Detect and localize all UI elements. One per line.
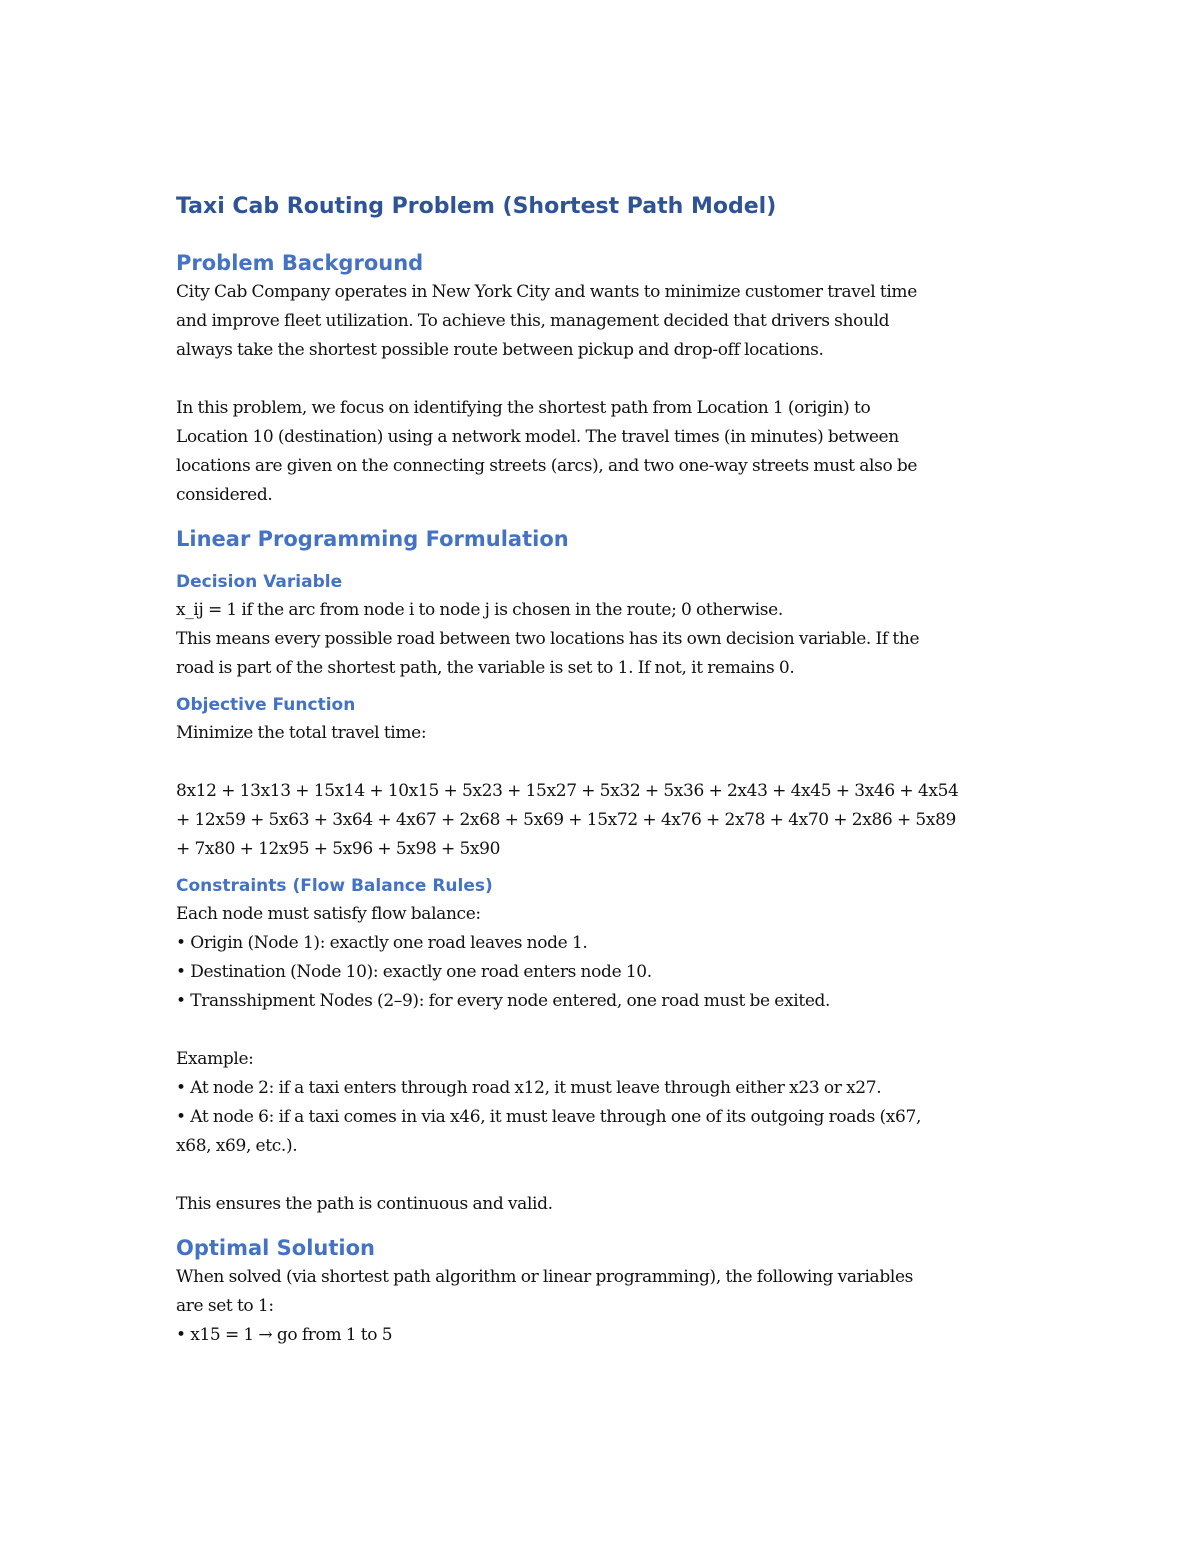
text-line: + 12x59 + 5x63 + 3x64 + 4x67 + 2x68 + 5x69 + 15x72 + 4x76 + 2x78 + 4x70 + 2x86 + 5x89 — [176, 810, 957, 830]
optimal-solution-text — [176, 1263, 1036, 1350]
formulation-heading: Linear Programming Formulation — [176, 527, 569, 551]
constraints-list — [176, 900, 1036, 1016]
objective-intro — [176, 719, 1036, 748]
text-line: In this problem, we focus on identifying the shortest path from Location 1 (origin) to — [176, 398, 871, 418]
decision-variable-heading: Decision Variable — [176, 572, 343, 592]
text-line: Each node must satisfy flow balance: — [176, 904, 481, 924]
document-title: Taxi Cab Routing Problem (Shortest Path Model) — [176, 194, 777, 219]
text-line: Location 10 (destination) using a network model. The travel times (in minutes) between — [176, 427, 899, 447]
text-line: road is part of the shortest path, the variable is set to 1. If not, it remains 0. — [176, 658, 795, 678]
text-line: Minimize the total travel time: — [176, 723, 427, 743]
objective-function-heading: Objective Function — [176, 695, 356, 715]
constraints-heading: Constraints (Flow Balance Rules) — [176, 876, 493, 896]
constraints-closing — [176, 1190, 1036, 1219]
list-item: • At node 6: if a taxi comes in via x46, it must leave through one of its outgoing roads (x67, — [176, 1107, 922, 1127]
background-paragraph-1 — [176, 278, 1036, 365]
text-line: x68, x69, etc.). — [176, 1136, 298, 1156]
text-line: are set to 1: — [176, 1296, 274, 1316]
text-line: considered. — [176, 485, 273, 505]
text-line: and improve fleet utilization. To achieve this, management decided that drivers should — [176, 311, 890, 331]
constraints-example — [176, 1045, 1036, 1161]
list-item: • Transshipment Nodes (2–9): for every node entered, one road must be exited. — [176, 991, 831, 1011]
optimal-solution-heading: Optimal Solution — [176, 1236, 375, 1260]
text-line: Example: — [176, 1049, 254, 1069]
text-line: When solved (via shortest path algorithm or linear programming), the following variables — [176, 1267, 914, 1287]
background-paragraph-2 — [176, 394, 1036, 510]
list-item: • Destination (Node 10): exactly one road enters node 10. — [176, 962, 652, 982]
text-line: x_ij = 1 if the arc from node i to node j is chosen in the route; 0 otherwise. — [176, 600, 783, 620]
text-line: 8x12 + 13x13 + 15x14 + 10x15 + 5x23 + 15x27 + 5x32 + 5x36 + 2x43 + 4x45 + 3x46 + 4x54 — [176, 781, 959, 801]
background-heading: Problem Background — [176, 251, 424, 275]
text-line: locations are given on the connecting streets (arcs), and two one-way streets must also be — [176, 456, 918, 476]
decision-variable-text — [176, 596, 1036, 683]
text-line: always take the shortest possible route between pickup and drop-off locations. — [176, 340, 824, 360]
text-line: + 7x80 + 12x95 + 5x96 + 5x98 + 5x90 — [176, 839, 501, 859]
list-item: • At node 2: if a taxi enters through road x12, it must leave through either x23 or x27. — [176, 1078, 882, 1098]
list-item: • Origin (Node 1): exactly one road leaves node 1. — [176, 933, 588, 953]
text-line: City Cab Company operates in New York City and wants to minimize customer travel time — [176, 282, 917, 302]
objective-expression — [176, 777, 1036, 864]
text-line: This ensures the path is continuous and valid. — [176, 1194, 553, 1214]
text-line: This means every possible road between two locations has its own decision variable. If the — [176, 629, 920, 649]
document-page — [176, 188, 1036, 1350]
list-item: • x15 = 1 → go from 1 to 5 — [176, 1325, 393, 1345]
